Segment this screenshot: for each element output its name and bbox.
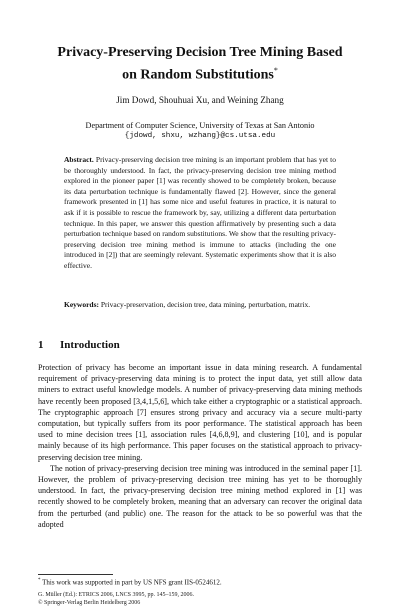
- abstract-text: Privacy-preserving decision tree mining is an important problem that has yet to be thoroughly understood. In fact, the privacy-preserving decision tree mining method explored in the pioneer paper [1] was recently showed to be completely broken, because its data perturbation technique is fundamentally flawed [2]. However, since the general framework presented in [1] has some nice and useful features in practice, it is natural to ask if it is possible to rescue the framework by, say, utilizing a different data perturbation technique. In this paper, we answer this question affirmatively by presenting such a data perturbation technique based on random substitutions. We show that the resulting privacy-preserving decision tree mining method is immune to attacks (including the one introduced in [2]) that are seemingly relevant. Systematic experiments show that it is also effective.: [64, 155, 337, 270]
- title-footnote-mark: *: [273, 66, 278, 75]
- affiliation: Department of Computer Science, University of Texas at San Antonio: [85, 121, 315, 130]
- paper-title: [50, 44, 350, 85]
- citation-line: G. Müller (Ed.): ETRICS 2006, LNCS 3995, pp. 145–159, 2006.: [38, 592, 194, 598]
- footnote-text: This work was supported in part by US NFS grant IIS-0524612.: [42, 578, 222, 587]
- keywords-heading: Keywords:: [64, 300, 99, 309]
- footnote-mark: *: [38, 578, 41, 583]
- footnote-rule: [38, 574, 113, 575]
- keywords-text: Privacy-preservation, decision tree, data mining, perturbation, matrix.: [100, 300, 311, 309]
- section-title: Introduction: [60, 339, 120, 351]
- author-email: {jdowd, shxu, wzhang}@cs.utsa.edu: [124, 132, 276, 140]
- footnote: [38, 578, 362, 586]
- keywords: [64, 300, 336, 311]
- section-heading: [38, 339, 362, 351]
- abstract: [64, 155, 336, 272]
- abstract-heading: Abstract.: [64, 155, 94, 164]
- paragraph: Protection of privacy has become an important issue in data mining research. A fundamental requirement of privacy-preserving data mining is to protect the input data, yet still allow data miners to extract useful knowledge models. A number of privacy-preserving data mining methods have recently been proposed [3,4,1,5,6], which take either a cryptographic or a statistical approach. The cryptographic approach [7] ensures strong privacy and accuracy via a secure multi-party computation, but typically suffers from its poor performance. The statistical approach has been used to mine decision trees [1], association rules [4,6,8,9], and clustering [10], and is popular mainly because of its high performance. This paper focuses on the statistical approach to privacy-preserving decision tree mining.: [38, 363, 362, 462]
- paragraph: The notion of privacy-preserving decision tree mining was introduced in the seminal paper [1]. However, the problem of privacy-preserving decision tree mining has yet to be thoroughly understood. In fact, the privacy-preserving decision tree mining method explored in [1] was recently showed to be completely broken, meaning that an adversary can recover the original data from the perturbed (and public) one. The reason for the attack to be so powerful was that the adopted: [38, 463, 362, 529]
- publisher-line: © Springer-Verlag Berlin Heidelberg 2006: [38, 600, 141, 606]
- section-body: [38, 362, 362, 530]
- copyright-block: [38, 591, 362, 607]
- author-list: Jim Dowd, Shouhuai Xu, and Weining Zhang: [116, 95, 284, 105]
- title-text: Privacy-Preserving Decision Tree Mining Based on Random Substitutions: [57, 45, 343, 83]
- section-number: 1: [38, 339, 44, 351]
- affiliation-block: [40, 120, 360, 142]
